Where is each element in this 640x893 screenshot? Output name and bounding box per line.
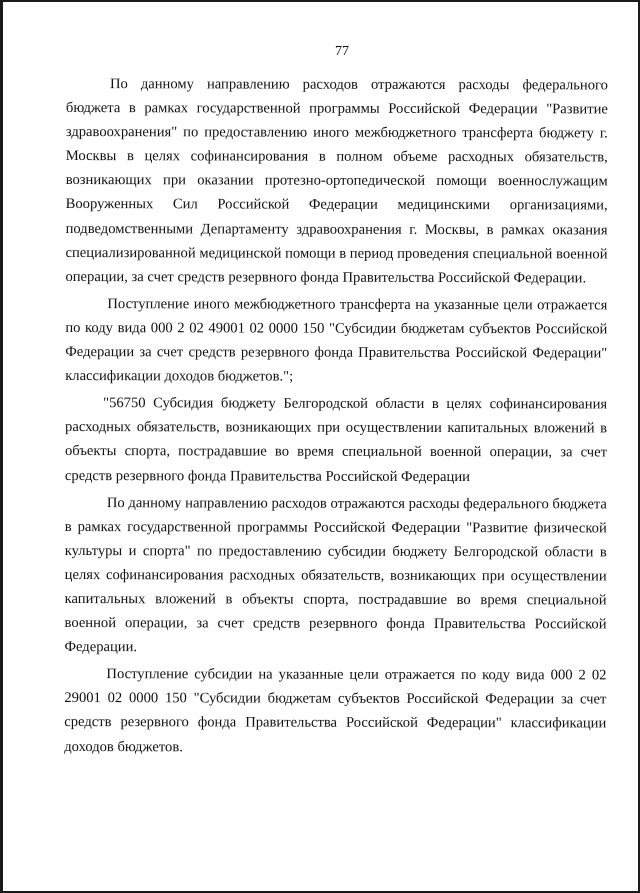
document-body (64, 72, 608, 763)
scan-border-left (0, 0, 3, 893)
paragraph-3: "56750 Субсидия бюджету Белгородской области в целях софинансирования расходных обязательств, возникающих при осуществлении капитальных вложений в объекты спорта, пострадавшие во время специальной военной операции, за счет средств резервного фонда Правительства Российской Федерации (64, 395, 608, 485)
scan-border-top (0, 0, 640, 2)
page-number: 77 (335, 44, 349, 59)
paragraph-5: Поступление субсидии на указанные цели отражается по коду вида 000 2 02 29001 02 0000 150 "Субсидии бюджетам субъектов Российской Федерации за счет средств резервного фонда Правительства Российской Федерации" классификации доходов бюджетов. (64, 666, 607, 755)
paragraph-4: По данному направлению расходов отражаются расходы федерального бюджета в рамках государственной программы Российской Федерации "Развитие физической культуры и спорта" по предоставлению субсидии бюджету Белгородской области в целях софинансирования расходных обязательств, возникающих при осуществлении капитальных вложений в объекты спорта, пострадавшие во время специальной военной операции, за счет средств резервного фонда Правительства Российской Федерации. (64, 494, 607, 656)
paragraph-2: Поступление иного межбюджетного трансферта на указанные цели отражается по коду вида 000 2 02 49001 02 0000 150 "Субсидии бюджетам субъектов Российской Федерации за счет средств резервного фонда Правительства Российской Федерации" классификации доходов бюджетов."; (65, 295, 608, 385)
paragraph-1: По данному направлению расходов отражаются расходы федерального бюджета в рамках государственной программы Российской Федерации "Развитие здравоохранения" по предоставлению иного межбюджетного трансферта бюджету г. Москвы в целях софинансирования в полном объеме расходных обязательств, возникающих при оказании протезно-ортопедической помощи военнослужащим Вооруженных Сил Российской Федерации медицинскими организациями, подведомственными Департаменту здравоохранения г. Москвы, в рамках оказания специализированной медицинской помощи в период проведения специальной военной операции, за счет средств резервного фонда Правительства Российской Федерации. (65, 76, 608, 287)
